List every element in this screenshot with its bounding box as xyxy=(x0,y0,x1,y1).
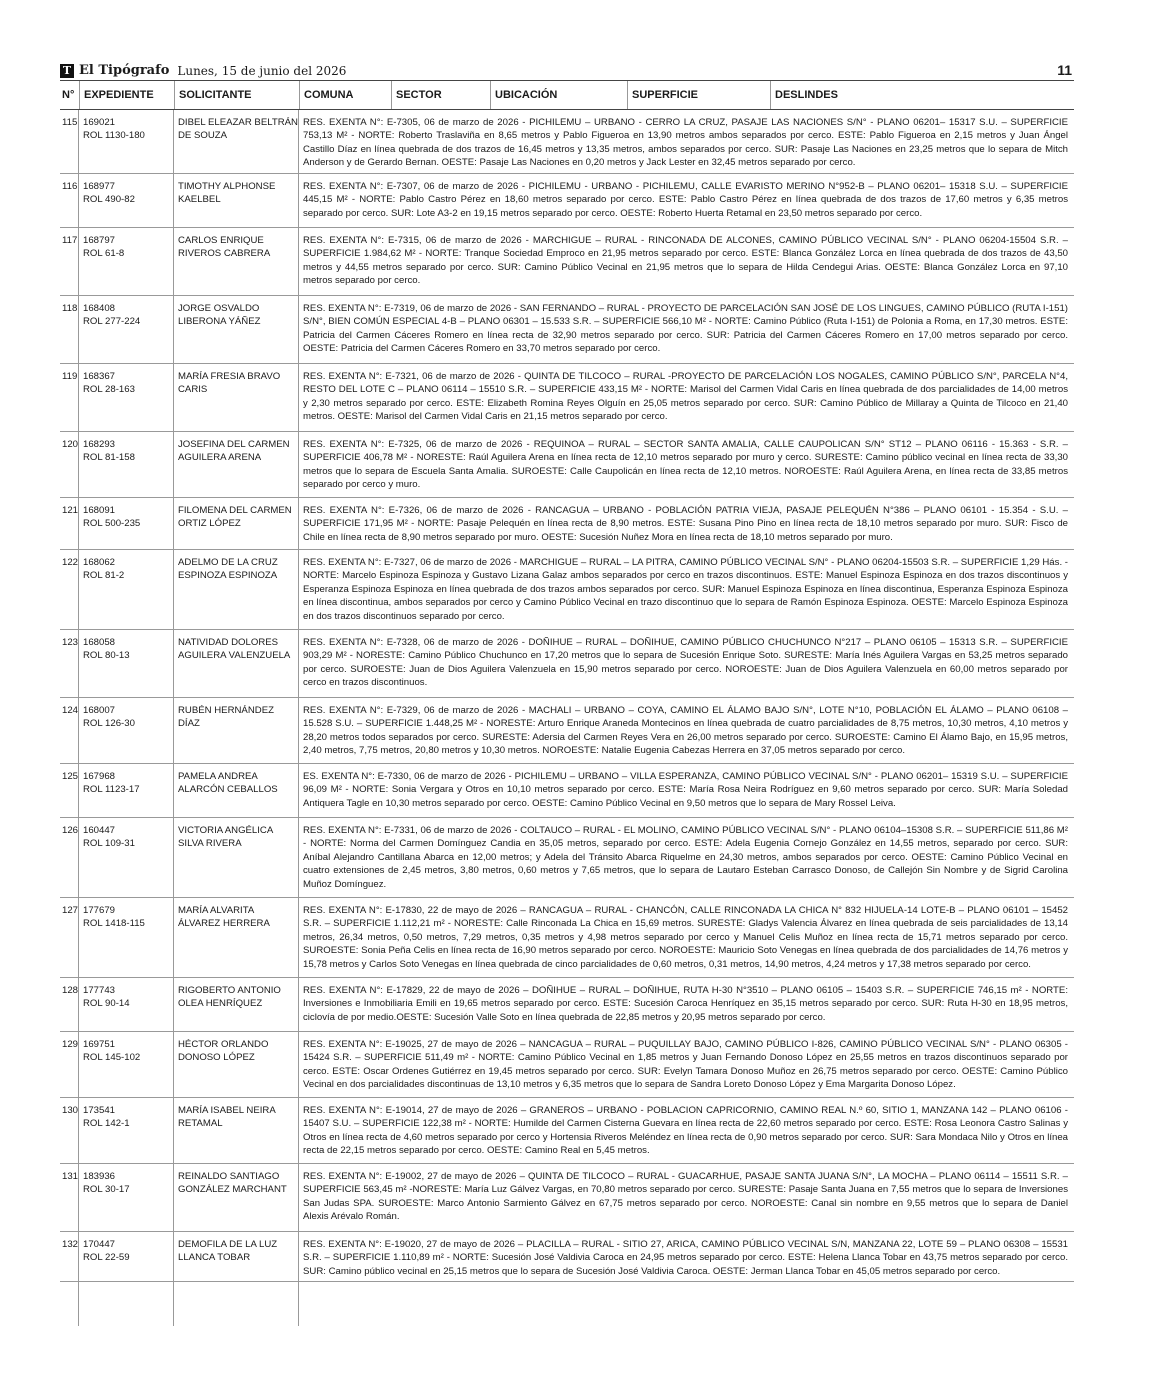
rol-number: ROL 126-30 xyxy=(83,718,135,730)
table-row xyxy=(60,1164,1074,1232)
table-header xyxy=(60,80,1074,110)
rol-number: ROL 145-102 xyxy=(83,1052,141,1064)
row-deslindes: ES. EXENTA N°: E-7330, 06 de marzo de 2026 - PICHILEMU – URBANO – VILLA ESPERANZA, CAMINO PÚBLICO VECINAL S/N° - PLANO 06201– 15319 S.U. – SUPERFICIE 96,09 M² - NORTE: Sonia Vergara y Otros en 10,10 metros separado por cerco. ESTE: María Rosa Neira Rodríguez en 9,60 metros separado por cerco. SUR: María Soledad Antiquera Tagle en 10,30 metros separado por cerco. OESTE: Camino Público Vecinal en 9,50 metros que lo separa de Mary Rossel Leiva. xyxy=(303,771,1068,809)
newspaper-page xyxy=(60,58,1074,1326)
col-header-ubicacion: UBICACIÓN xyxy=(490,81,627,109)
rol-number: ROL 142-1 xyxy=(83,1118,130,1130)
row-deslindes: RES. EXENTA N°: E-7326, 06 de marzo de 2026 - RANCAGUA – URBANO - POBLACIÓN PATRIA VIEJA, PASAJE PELEQUÉN N°386 – PLANO 06101 - 15.354 - S.U. – SUPERFICIE 171,95 M² - NORTE: Pasaje Pelequén en línea recta de 8,90 metros. ESTE: Susana Pino Pino en línea recta de 18,10 metros separado por muro. SUR: Fisco de Chile en línea recta de 8,90 metros separado por muro. OESTE: Sucesión Nuñez Mora en línea recta de 18,10 metros separado por muro. xyxy=(303,505,1068,543)
expediente-number: 160447 xyxy=(83,825,116,836)
expediente-number: 168062 xyxy=(83,557,116,568)
page-number: 11 xyxy=(1057,62,1072,78)
row-solicitante: JOSEFINA DEL CARMEN AGUILERA ARENA xyxy=(174,432,299,497)
row-deslindes: RES. EXENTA N°: E-7328, 06 de marzo de 2026 - DOÑIHUE – RURAL – DOÑIHUE, CAMINO PÚBLICO CHUCHUNCO N°217 – PLANO 06105 – 15313 S.R. – SUPERFICIE 903,29 M² - NORESTE: Camino Público Chuchunco en 17,20 metros que lo separa de Sucesión Enrique Soto. SURESTE: María Inés Aguilera Vargas en 53,25 metros separado por cerco. SUROESTE: Juan de Dios Aguilera Valenzuela en 15,90 metros separado por cerco. NOROESTE: Juan de Dios Aguilera Valenzuela en 60,00 metros separado por cerco en trazos discontinuos. xyxy=(303,637,1068,689)
row-number: 117 xyxy=(60,228,79,295)
row-expediente xyxy=(79,1232,174,1281)
table-bottom-filler xyxy=(60,1282,1074,1326)
table-row xyxy=(60,1232,1074,1282)
rol-number: ROL 109-31 xyxy=(83,838,135,850)
row-deslindes: RES. EXENTA N°: E-7325, 06 de marzo de 2026 - REQUINOA – RURAL – SECTOR SANTA AMALIA, CALLE CAUPOLICAN S/N° ST12 – PLANO 06116 - 15.363 - S.R. – SUPERFICIE 406,78 M² - NORESTE: Raúl Aguilera Arena en línea recta de 12,10 metros separado por muro y cerco. SURESTE: Camino público vecinal en línea recta de 33,30 metros que lo separa de Escuela Santa Amalia. SUROESTE: Calle Caupolicán en línea recta de 12,10 metros. NOROESTE: Raúl Aguilera Arena, en línea recta de 33,85 metros separado por cerco y muro. xyxy=(303,439,1068,491)
row-number: 129 xyxy=(60,1032,79,1097)
expediente-number: 169021 xyxy=(83,117,116,128)
row-number: 126 xyxy=(60,818,79,897)
expediente-number: 177679 xyxy=(83,905,116,916)
row-number: 123 xyxy=(60,630,79,697)
rol-number: ROL 81-2 xyxy=(83,570,125,582)
typographer-logo-icon: T xyxy=(60,64,74,78)
row-solicitante: HÉCTOR ORLANDO DONOSO LÓPEZ xyxy=(174,1032,299,1097)
row-solicitante: RUBÉN HERNÁNDEZ DÍAZ xyxy=(174,698,299,763)
row-expediente xyxy=(79,110,174,173)
table-row xyxy=(60,432,1074,498)
table-row xyxy=(60,364,1074,432)
row-solicitante: TIMOTHY ALPHONSE KAELBEL xyxy=(174,174,299,227)
row-solicitante: MARÍA ISABEL NEIRA RETAMAL xyxy=(174,1098,299,1163)
expediente-number: 177743 xyxy=(83,985,116,996)
row-number: 131 xyxy=(60,1164,79,1231)
row-deslindes: RES. EXENTA N°: E-7327, 06 de marzo de 2026 - MARCHIGUE – RURAL – LA PITRA, CAMINO PÚBLICO VECINAL S/N° - PLANO 06204-15503 S.R. – SUPERFICIE 1,29 Hás. - NORTE: Marcelo Espinoza Espinoza y Gustavo Lizana Galaz ambos separados por cerco en trazos discontinuos. ESTE: Manuel Espinoza Espinoza en dos trazos discontinuos y Esperanza Espinoza Espinoza en línea quebrada de dos trazos ambos separados por cerco. SUR: Manuel Espinoza Espinoza en línea discontinua, Esperanza Espinoza Espinoza en línea discontinua, ambos separados por cerco y Camino Público Vecinal en trazo discontinuo que lo separa de Ramón Espinoza Espinoza. OESTE: Marcelo Espinoza Espinoza en dos trazos discontinuos separado por cerco. xyxy=(303,557,1068,622)
expediente-number: 168367 xyxy=(83,371,116,382)
rol-number: ROL 61-8 xyxy=(83,248,125,260)
row-expediente xyxy=(79,898,174,977)
row-number: 128 xyxy=(60,978,79,1031)
row-deslindes: RES. EXENTA N°: E-17830, 22 de mayo de 2026 – RANCAGUA – RURAL - CHANCÓN, CALLE RINCONADA LA CHICA N° 832 HIJUELA-14 LOTE-B – PLANO 06101 – 15452 S.R. – SUPERFICIE 1.112,21 m² - NORESTE: Calle Rinconada La Chica en 15,69 metros. SURESTE: Gladys Valencia Álvarez en línea quebrada de seis parcialidades de 13,14 metros, 26,34 metros, 0,50 metros, 7,29 metros, 0,35 metros y 4,98 metros separado por cerco y Manuel Celis Muñoz en línea recta de 15,71 metros separado por cerco. SUROESTE: Sonia Peña Celis en línea recta de 16,90 metros separado por cerco. NOROESTE: Mauricio Soto Venegas en línea quebrada de dos parcialidades de 14,76 metros y 15,78 metros y Carlos Soto Venegas en línea quebrada de cinco parcialidades de 0,60 metros, 0,31 metros, 14,90 metros, 4,24 metros y 17,38 metros separado por cerco. xyxy=(303,905,1068,970)
row-deslindes: RES. EXENTA N°: E-19014, 27 de mayo de 2026 – GRANEROS – URBANO - POBLACION CAPRICORNIO, CAMINO REAL N.º 60, SITIO 1, MANZANA 142 – PLANO 06106 - 15407 S.U. – SUPERFICIE 122,38 m² - NORTE: Humilde del Carmen Cisterna Guevara en línea recta de 22,60 metros separado por cerco. ESTE: Rosa Leonora Castro Salinas y Otros en línea recta de 4,60 metros separado por cerco y Hortensia Riveros Meléndez en línea recta de 0,90 metros separado por cerco. SUR: Sara Mondaca Nilo y Otros en línea recta de 22,15 metros separado por cerco. OESTE: Camino Real en 5,45 metros. xyxy=(303,1105,1068,1157)
expediente-number: 168007 xyxy=(83,705,116,716)
row-deslindes: RES. EXENTA N°: E-7319, 06 de marzo de 2026 - SAN FERNANDO – RURAL - PROYECTO DE PARCELACIÓN SAN JOSÉ DE LOS LINGUES, CAMINO PÚBLICO (RUTA I-151) S/N°, BIEN COMÚN ESPECIAL 4-B – PLANO 06301 – 15.533 S.R. – SUPERFICIE 566,10 M² - NORTE: Camino Público (Ruta I-151) de Polonia a Roma, en 17,30 metros. ESTE: Patricia del Carmen Cáceres Romero en línea recta de 32,90 metros separado por cerco. SUR: Patricia del Carmen Cáceres Romero en 17,00 metros separado por cerco. OESTE: Patricia del Carmen Cáceres Romero en 33,70 metros separado por cerco. xyxy=(303,303,1068,355)
table-row xyxy=(60,174,1074,228)
expediente-number: 183936 xyxy=(83,1171,116,1182)
row-expediente xyxy=(79,1098,174,1163)
row-deslindes: RES. EXENTA N°: E-7305, 06 de marzo de 2026 - PICHILEMU – URBANO - CERRO LA CRUZ, PASAJE LAS NACIONES S/N° - PLANO 06201– 15317 S.U. – SUPERFICIE 753,13 M² - NORTE: Roberto Traslaviña en 8,65 metros y Pablo Figueroa en 13,90 metros ambos separados por cerco. ESTE: Pablo Figueroa en 2,15 metros y Juan Ángel Castillo Díaz en línea quebrada de dos trazos de 16,45 metros y 13,35 metros, ambos separados por cerco. SUR: Pasaje Las Naciones en 23,25 metros que lo separa de Mitch Anderson y de Gerardo Bernan. OESTE: Pasaje Las Naciones en 0,20 metros y Jack Lester en 32,45 metros separado por cerco. xyxy=(303,117,1068,169)
newspaper-name: El Tipógrafo xyxy=(79,63,170,78)
table-row xyxy=(60,110,1074,174)
rol-number: ROL 30-17 xyxy=(83,1184,130,1196)
row-number: 127 xyxy=(60,898,79,977)
table-row xyxy=(60,296,1074,364)
expediente-number: 168058 xyxy=(83,637,116,648)
row-number: 124 xyxy=(60,698,79,763)
row-expediente xyxy=(79,174,174,227)
table-row xyxy=(60,1098,1074,1164)
rol-number: ROL 1123-17 xyxy=(83,784,140,796)
row-solicitante: ADELMO DE LA CRUZ ESPINOZA ESPINOZA xyxy=(174,550,299,629)
expediente-number: 168091 xyxy=(83,505,116,516)
masthead xyxy=(60,58,1074,78)
table-row xyxy=(60,498,1074,550)
col-header-solicitante: SOLICITANTE xyxy=(174,81,299,109)
row-deslindes: RES. EXENTA N°: E-17829, 22 de mayo de 2026 – DOÑIHUE – RURAL – DOÑIHUE, RUTA H-30 N°3510 – PLANO 06105 – 15403 S.R. – SUPERFICIE 746,15 m² - NORTE: Inversiones e Inmobiliaria Emili en 19,65 metros separado por cerco. ESTE: Sucesión Caroca Henríquez en 35,15 metros separado por cerco. SUR: Ruta H-30 en 18,95 metros, ciclovía de por medio.OESTE: Sucesión Valle Soto en línea quebrada de 22,85 metros y 20,95 metros separado por cerco. xyxy=(303,985,1068,1023)
table-row xyxy=(60,978,1074,1032)
expediente-number: 168408 xyxy=(83,303,116,314)
expediente-number: 168977 xyxy=(83,181,116,192)
masthead-brand-group xyxy=(60,63,346,78)
col-header-sector: SECTOR xyxy=(391,81,490,109)
row-expediente xyxy=(79,698,174,763)
row-number: 119 xyxy=(60,364,79,431)
row-deslindes: RES. EXENTA N°: E-7321, 06 de marzo de 2026 - QUINTA DE TILCOCO – RURAL -PROYECTO DE PARCELACIÓN LOS NOGALES, CAMINO PÚBLICO S/N°, PARCELA N°4, RESTO DEL LOTE C – PLANO 06114 – 15510 S.R. – SUPERFICIE 433,15 M² - NORTE: Marisol del Carmen Vidal Caris en línea quebrada de dos parcialidades de 14,00 metros y 2,30 metros separado por cerco. ESTE: Elizabeth Romina Reyes Olguín en 25,05 metros separado por cerco. SUR: Camino Público de Millaray a Quinta de Tilcoco en 21,40 metros. OESTE: Marisol del Carmen Vidal Caris en 21,15 metros separado por cerco. xyxy=(303,371,1068,423)
rol-number: ROL 81-158 xyxy=(83,452,135,464)
rol-number: ROL 80-13 xyxy=(83,650,130,662)
row-deslindes: RES. EXENTA N°: E-19002, 27 de mayo de 2026 – QUINTA DE TILCOCO – RURAL - GUACARHUE, PASAJE SANTA JUANA S/N°, LA MOCHA – PLANO 06114 – 15511 S.R. – SUPERFICIE 563,45 m² -NORESTE: María Luz Gálvez Vargas, en 70,80 metros separado por cerco. SURESTE: Pasaje Santa Juana en 7,55 metros que lo separa de Inversiones San Judas SPA. SUROESTE: Marco Antonio Sarmiento Gálvez en 67,75 metros separado por cerco. NOROESTE: Canal sin nombre en 9,55 metros que lo separa de Daniel Alexis Arévalo Román. xyxy=(303,1171,1068,1223)
row-expediente xyxy=(79,432,174,497)
row-deslindes: RES. EXENTA N°: E-7331, 06 de marzo de 2026 - COLTAUCO – RURAL - EL MOLINO, CAMINO PÚBLICO VECINAL S/N° - PLANO 06104–15308 S.R. – SUPERFICIE 511,86 M² - NORTE: Norma del Carmen Domínguez Candia en 35,05 metros, separado por cerco. ESTE: Adela Eugenia Cornejo González en 14,55 metros, separado por cerco. SUR: Aníbal Alejandro Cantillana Abarca en 12,00 metros; y Adela del Tránsito Abarca Riquelme en 24,30 metros, ambos separados por cerco. OESTE: Camino Público Vecinal en cuatro extensiones de 2,45 metros, 3,80 metros, 0,60 metros y 7,65 metros, que lo separa de Lautaro Esteban Carrasco Donoso, de Callejón Sin Nombre y de Sigrid Carolina Muñoz Domínguez. xyxy=(303,825,1068,890)
col-header-superficie: SUPERFICIE xyxy=(627,81,770,109)
rol-number: ROL 1418-115 xyxy=(83,918,145,930)
row-number: 132 xyxy=(60,1232,79,1281)
table-row xyxy=(60,898,1074,978)
row-solicitante: FILOMENA DEL CARMEN ORTIZ LÓPEZ xyxy=(174,498,299,549)
row-solicitante: REINALDO SANTIAGO GONZÁLEZ MARCHANT xyxy=(174,1164,299,1231)
table-row xyxy=(60,818,1074,898)
row-solicitante: DEMOFILA DE LA LUZ LLANCA TOBAR xyxy=(174,1232,299,1281)
row-number: 118 xyxy=(60,296,79,363)
col-header-deslindes: DESLINDES xyxy=(770,81,1074,109)
row-deslindes: RES. EXENTA N°: E-19020, 27 de mayo de 2026 – PLACILLA – RURAL - SITIO 27, ARICA, CAMINO PÚBLICO VECINAL S/N, MANZANA 22, LOTE 59 – PLANO 06308 – 15531 S.R. – SUPERFICIE 1.110,89 m² - NORTE: Sucesión José Valdivia Caroca en 24,95 metros separado por cerco. ESTE: Helena Llanca Tobar en 43,75 metros separado por cerco. SUR: Camino público vecinal en 25,15 metros que lo separa de Sucesión José Valdivia Caroca. OESTE: Jerman Llanca Tobar en 45,05 metros separado por cerco. xyxy=(303,1239,1068,1277)
row-expediente xyxy=(79,550,174,629)
table-row xyxy=(60,550,1074,630)
row-expediente xyxy=(79,818,174,897)
col-header-number: N° xyxy=(62,89,75,101)
row-solicitante: RIGOBERTO ANTONIO OLEA HENRÍQUEZ xyxy=(174,978,299,1031)
table-row xyxy=(60,630,1074,698)
table-row xyxy=(60,764,1074,818)
table-row xyxy=(60,698,1074,764)
row-expediente xyxy=(79,764,174,817)
filler-cell xyxy=(174,1282,299,1326)
expediente-number: 168293 xyxy=(83,439,116,450)
row-deslindes: RES. EXENTA N°: E-7315, 06 de marzo de 2026 - MARCHIGUE – RURAL - RINCONADA DE ALCONES, CAMINO PÚBLICO VECINAL S/N° - PLANO 06204-15504 S.R. – SUPERFICIE 1.984,62 M² - NORTE: Tranque Sociedad Emproco en 21,95 metros separado por cerco. ESTE: Blanca González Lorca en línea quebrada de dos trazos de 43,50 metros y 44,55 metros separado por cerco. SUR: Camino Público Vecinal en 21,95 metros que lo separa de Hilda Cendegui Arias. OESTE: Blanca González Lorca en 97,10 metros separado por cerco. xyxy=(303,235,1068,287)
rol-number: ROL 90-14 xyxy=(83,998,130,1010)
row-number: 125 xyxy=(60,764,79,817)
rol-number: ROL 28-163 xyxy=(83,384,135,396)
row-solicitante: MARÍA FRESIA BRAVO CARIS xyxy=(174,364,299,431)
row-number: 121 xyxy=(60,498,79,549)
row-number: 122 xyxy=(60,550,79,629)
filler-cell xyxy=(79,1282,174,1326)
expediente-number: 170447 xyxy=(83,1239,116,1250)
row-expediente xyxy=(79,1164,174,1231)
row-solicitante: JORGE OSVALDO LIBERONA YÁÑEZ xyxy=(174,296,299,363)
row-expediente xyxy=(79,296,174,363)
row-number: 130 xyxy=(60,1098,79,1163)
row-number: 115 xyxy=(60,110,79,173)
rol-number: ROL 277-224 xyxy=(83,316,141,328)
filler-cell xyxy=(60,1282,79,1326)
row-deslindes: RES. EXENTA N°: E-7329, 06 de marzo de 2026 - MACHALI – URBANO – COYA, CAMINO EL ÁLAMO BAJO S/N°, LOTE N°10, POBLACIÓN EL ÁLAMO – PLANO 06108 – 15.528 S.U. – SUPERFICIE 1.448,25 M² - NORESTE: Arturo Enrique Araneda Montecinos en línea quebrada de cuatro parcialidades de 8,75 metros, 10,30 metros, 4,10 metros y 28,20 metros todos separados por cerco. SURESTE: Adersia del Carmen Reyes Vera en 26,00 metros separado por cerco. SUROESTE: Camino El Álamo Bajo, en 15,95 metros, 2,40 metros, 7,75 metros, 20,80 metros y 10,30 metros. NOROESTE: Natalie Eugenia Cabezas Herrera en 37,05 metros separado por cerco. xyxy=(303,705,1068,757)
row-solicitante: MARÍA ALVARITA ÁLVAREZ HERRERA xyxy=(174,898,299,977)
expediente-number: 168797 xyxy=(83,235,116,246)
col-header-comuna: COMUNA xyxy=(299,81,391,109)
row-number: 116 xyxy=(60,174,79,227)
row-expediente xyxy=(79,1032,174,1097)
row-deslindes: RES. EXENTA N°: E-19025, 27 de mayo de 2026 – NANCAGUA – RURAL – PUQUILLAY BAJO, CAMINO PÚBLICO I-826, CAMINO PÚBLICO VECINAL S/N° - PLANO 06305 - 15424 S.R. – SUPERFICIE 511,49 m² - NORTE: Camino Público Vecinal en 1,85 metros y Juan Fernando Donoso López en 25,55 metros en trazos discontinuos separado por cerco. ESTE: Oscar Ordenes Gutiérrez en 19,45 metros separado por cerco. SUR: Evelyn Tamara Donoso Muñoz en 26,75 metros separado por cerco. OESTE: Camino Público Vecinal en dos parcialidades discontinuas de 13,10 metros y 6,35 metros que lo separa de Sandra Loreto Donoso López y Ema Margarita Donoso López. xyxy=(303,1039,1068,1091)
rol-number: ROL 1130-180 xyxy=(83,130,145,142)
rol-number: ROL 490-82 xyxy=(83,194,135,206)
row-solicitante: PAMELA ANDREA ALARCÓN CEBALLOS xyxy=(174,764,299,817)
rol-number: ROL 22-59 xyxy=(83,1252,130,1264)
table-row xyxy=(60,228,1074,296)
col-header-expediente: EXPEDIENTE xyxy=(79,81,174,109)
rol-number: ROL 500-235 xyxy=(83,518,141,530)
row-solicitante: CARLOS ENRIQUE RIVEROS CABRERA xyxy=(174,228,299,295)
expediente-number: 173541 xyxy=(83,1105,116,1116)
row-solicitante: DIBEL ELEAZAR BELTRÁN DE SOUZA xyxy=(174,110,299,173)
row-expediente xyxy=(79,228,174,295)
row-solicitante: NATIVIDAD DOLORES AGUILERA VALENZUELA xyxy=(174,630,299,697)
row-expediente xyxy=(79,630,174,697)
expediente-number: 169751 xyxy=(83,1039,116,1050)
row-expediente xyxy=(79,364,174,431)
expediente-number: 167968 xyxy=(83,771,116,782)
issue-date: Lunes, 15 de junio del 2026 xyxy=(177,63,347,78)
row-expediente xyxy=(79,978,174,1031)
row-solicitante: VICTORIA ANGÉLICA SILVA RIVERA xyxy=(174,818,299,897)
row-deslindes: RES. EXENTA N°: E-7307, 06 de marzo de 2026 - PICHILEMU - URBANO - PICHILEMU, CALLE EVARISTO MERINO N°952-B – PLANO 06201– 15318 S.U. – SUPERFICIE 445,15 M² - NORTE: Pablo Castro Pérez en 18,60 metros separado por cerco. ESTE: Pablo Castro Pérez en línea quebrada de dos trazos de 17,60 metros y 6,35 metros separado por cerco. SUR: Lote A3-2 en 19,15 metros separado por cerco. OESTE: Roberto Huerta Retamal en 23,50 metros separado por cerco. xyxy=(303,181,1068,219)
records-table xyxy=(60,110,1074,1326)
row-number: 120 xyxy=(60,432,79,497)
table-row xyxy=(60,1032,1074,1098)
row-expediente xyxy=(79,498,174,549)
